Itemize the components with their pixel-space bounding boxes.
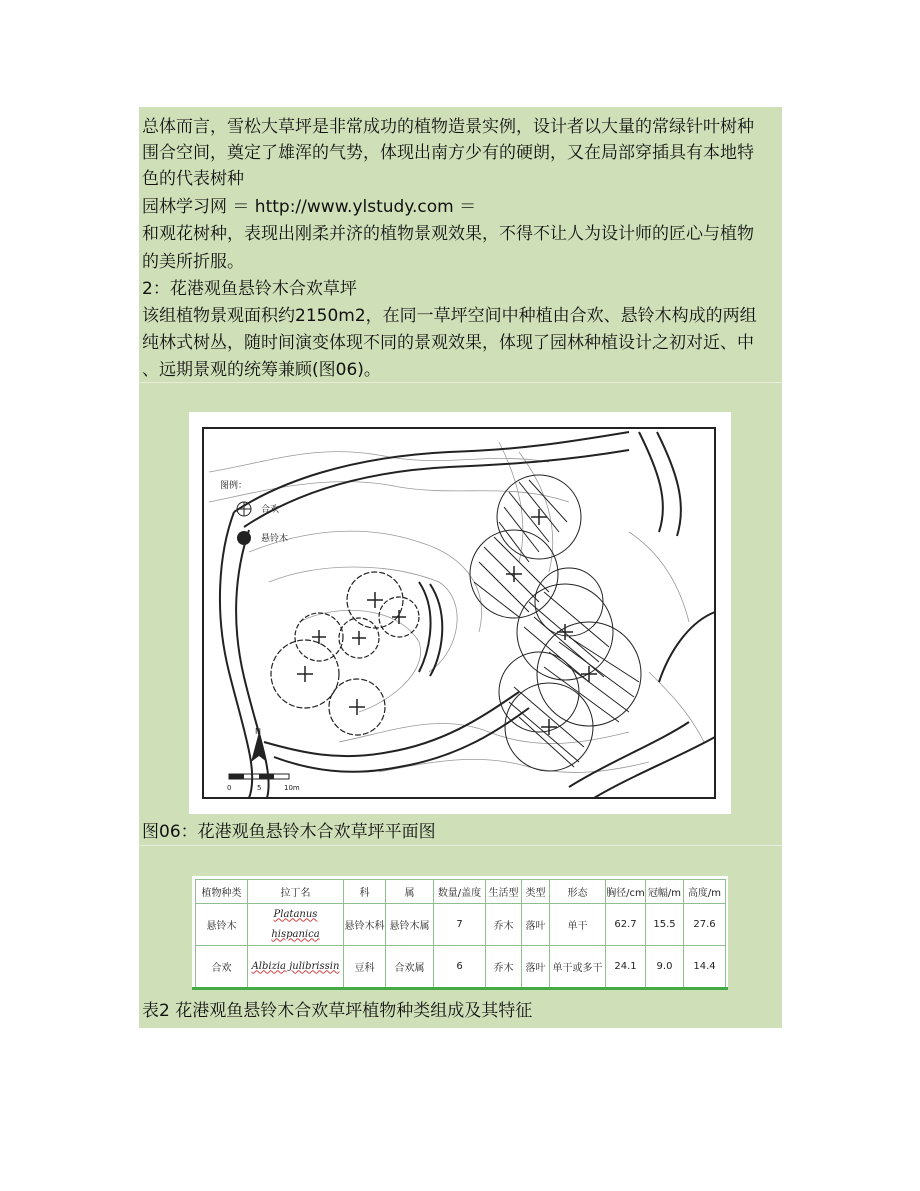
table-cell: 悬铃木属	[386, 904, 434, 946]
table-cell: 豆科	[344, 946, 386, 988]
divider	[139, 382, 782, 383]
scale-label-0: 0	[227, 784, 232, 792]
table-bottom-rule	[192, 987, 728, 990]
paragraph-line: 纯林式树丛，随时间演变体现不同的景观效果，体现了园林种植设计之初对近、中	[142, 333, 754, 353]
table-header: 冠幅/m	[646, 880, 684, 904]
scale-label-5: 5	[257, 784, 262, 792]
paragraph-line: 总体而言，雪松大草坪是非常成功的植物造景实例，设计者以大量的常绿针叶树种	[142, 117, 754, 137]
table-header: 形态	[550, 880, 606, 904]
table-cell: 15.5	[646, 904, 684, 946]
plan-border	[203, 428, 715, 798]
table-cell: 悬铃木科	[344, 904, 386, 946]
latin-name: Platanus hispanica	[271, 908, 320, 940]
table-caption: 表2 花港观鱼悬铃木合欢草坪植物种类组成及其特征	[142, 1001, 533, 1021]
table-cell: 27.6	[684, 904, 726, 946]
section-heading: 2：花港观鱼悬铃木合欢草坪	[142, 279, 357, 299]
table-cell: 6	[434, 946, 486, 988]
figure-caption: 图06：花港观鱼悬铃木合欢草坪平面图	[142, 822, 436, 842]
table-cell: 7	[434, 904, 486, 946]
table-row	[196, 904, 726, 946]
site-plan-figure	[189, 412, 731, 814]
table-cell: 24.1	[606, 946, 646, 988]
paragraph-line: 围合空间，奠定了雄浑的气势，体现出南方少有的硬朗，又在局部穿插具有本地特	[142, 143, 754, 163]
site-plan-drawing	[189, 412, 731, 814]
scale-label-10: 10m	[284, 784, 300, 792]
watermark-line: 园林学习网 ＝ http://www.ylstudy.com ＝	[142, 197, 477, 217]
plant-species-table	[195, 879, 726, 988]
divider	[139, 845, 782, 846]
table-cell: 单干或多干	[550, 946, 606, 988]
latin-name: Albizia julibrissin	[251, 960, 340, 972]
platanus-legend-icon	[237, 531, 251, 545]
paragraph-line: 色的代表树种	[142, 169, 244, 189]
table-cell: 9.0	[646, 946, 684, 988]
table-header: 科	[344, 880, 386, 904]
table-cell: 合欢	[196, 946, 248, 988]
table-cell: 14.4	[684, 946, 726, 988]
table-header: 生活型	[486, 880, 522, 904]
table-header-row	[196, 880, 726, 904]
legend-platanus: 悬铃木	[261, 534, 289, 544]
paragraph-line: 的美所折服。	[142, 252, 244, 272]
table-header: 高度/m	[684, 880, 726, 904]
table-cell: 乔木	[486, 946, 522, 988]
table-header: 属	[386, 880, 434, 904]
table-cell: 单干	[550, 904, 606, 946]
table-header: 植物种类	[196, 880, 248, 904]
table-cell: 62.7	[606, 904, 646, 946]
paragraph-line: 、远期景观的统筹兼顾(图06)。	[142, 360, 381, 380]
table-header: 拉丁名	[248, 880, 344, 904]
paragraph-line: 该组植物景观面积约2150m2，在同一草坪空间中种植由合欢、悬铃木构成的两组	[142, 306, 757, 326]
table-header: 数量/盖度	[434, 880, 486, 904]
legend-title: 图例：	[220, 481, 248, 491]
table-cell: 悬铃木	[196, 904, 248, 946]
latin-name-cell	[248, 904, 344, 946]
table-header: 胸径/cm	[606, 880, 646, 904]
table-row	[196, 946, 726, 988]
table-cell: 乔木	[486, 904, 522, 946]
latin-name-cell	[248, 946, 344, 988]
north-label: N	[255, 727, 261, 736]
table-cell: 落叶	[522, 904, 550, 946]
table-cell: 合欢属	[386, 946, 434, 988]
paragraph-line: 和观花树种，表现出刚柔并济的植物景观效果，不得不让人为设计师的匠心与植物	[142, 224, 754, 244]
table-cell: 落叶	[522, 946, 550, 988]
table-header: 类型	[522, 880, 550, 904]
plant-table-container	[192, 876, 728, 990]
legend-albizia: 合欢	[261, 505, 280, 515]
